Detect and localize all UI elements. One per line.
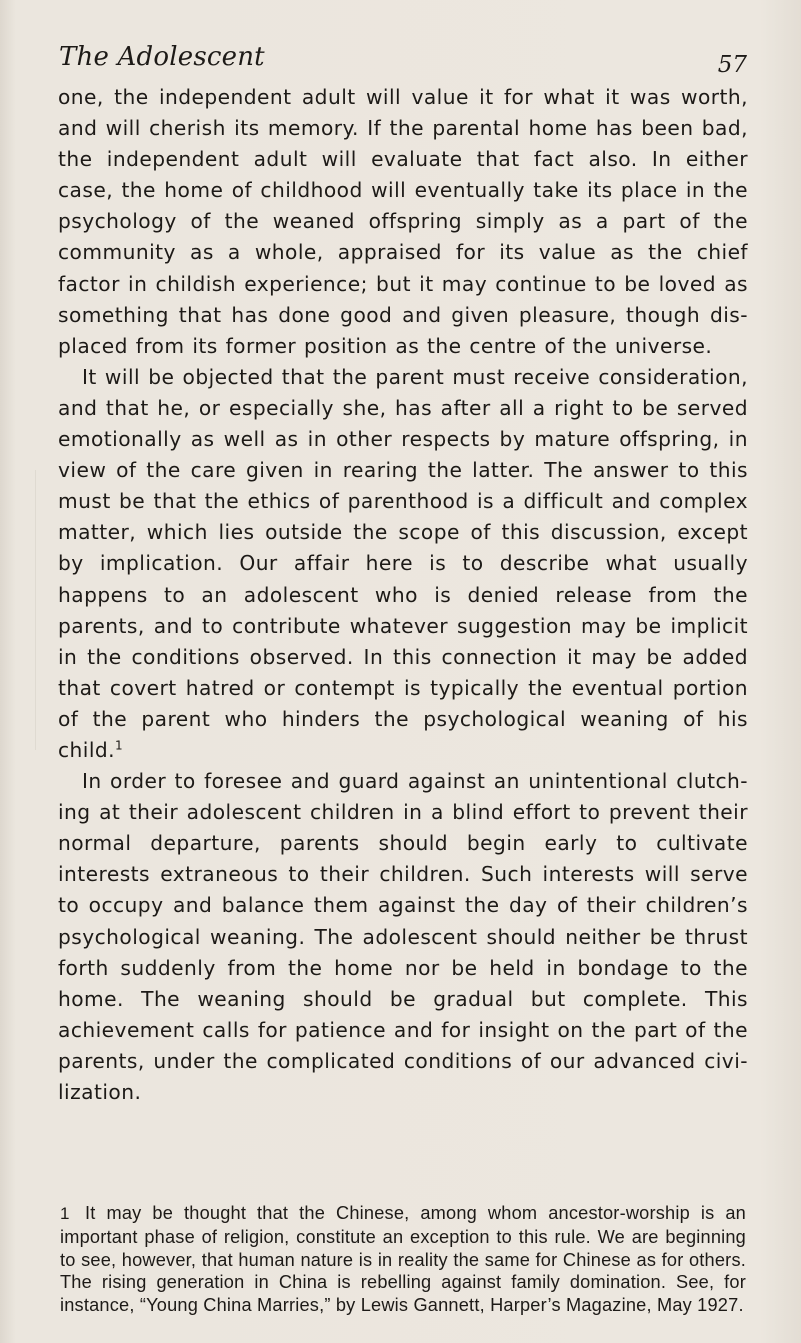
running-title: The Adolescent [59, 42, 265, 72]
footnote-text: It may be thought that the Chinese, among whom ancestor-worship is an important phase of religion, constitute an exception to this rule. We are beginning to see, however, that human nature is in reality the same for Chinese as for others. The rising generation in China is rebelling against family domination. See, for instance, “Young China Marries,” by Lewis Gannett, Harper’s Magazine, May 1927. [60, 1203, 746, 1316]
footnote [60, 1202, 746, 1317]
running-head [59, 42, 747, 82]
paragraph-2-text: It will be objected that the parent must receive consideration, and that he, or especially she, has after all a right to be served emotionally as well as in other respects by mature offspring, in view of the care given in rearing the latter. The answer to this must be that the ethics of parenthood is a difficult and complex matter, which lies outside the scope of this discussion, except by implication. Our affair here is to describe what usually happens to an adolescent who is denied release from the parents, and to contribute whatever suggestion may be implicit in the conditions observed. In this connection it may be added that covert hatred or contempt is typically the eventual portion of the parent who hinders the psychological weaning of his child. [58, 364, 748, 762]
paragraph-2 [58, 362, 748, 766]
page-shadow [35, 470, 36, 750]
footnote-number: 1 [60, 1204, 70, 1223]
paragraph-1: one, the independent adult will value it for what it was worth, and will cherish its memory. If the parental home has been bad, the independent adult will evaluate that fact also. In either case, the home of childhood will eventually take its place in the psychology of the weaned offspring simply as a part of the community as a whole, appraised for its value as the chief factor in childish experience; but it may continue to be loved as something that has done good and given pleasure, though dis-placed from its former position as the centre of the universe. [58, 85, 748, 358]
paragraph-3: In order to foresee and guard against an unintentional clutch-ing at their adolescent children in a blind effort to prevent their normal departure, parents should begin early to cultivate interests extraneous to their children. Such interests will serve to occupy and balance them against the day of their children’s psychological weaning. The adolescent should neither be thrust forth suddenly from the home nor be held in bondage to the home. The weaning should be gradual but complete. This achievement calls for patience and for insight on the part of the parents, under the complicated conditions of our advanced civi-lization. [58, 769, 748, 1104]
page-number: 57 [717, 52, 747, 78]
main-text [58, 82, 748, 1108]
footnote-reference: 1 [115, 738, 124, 753]
